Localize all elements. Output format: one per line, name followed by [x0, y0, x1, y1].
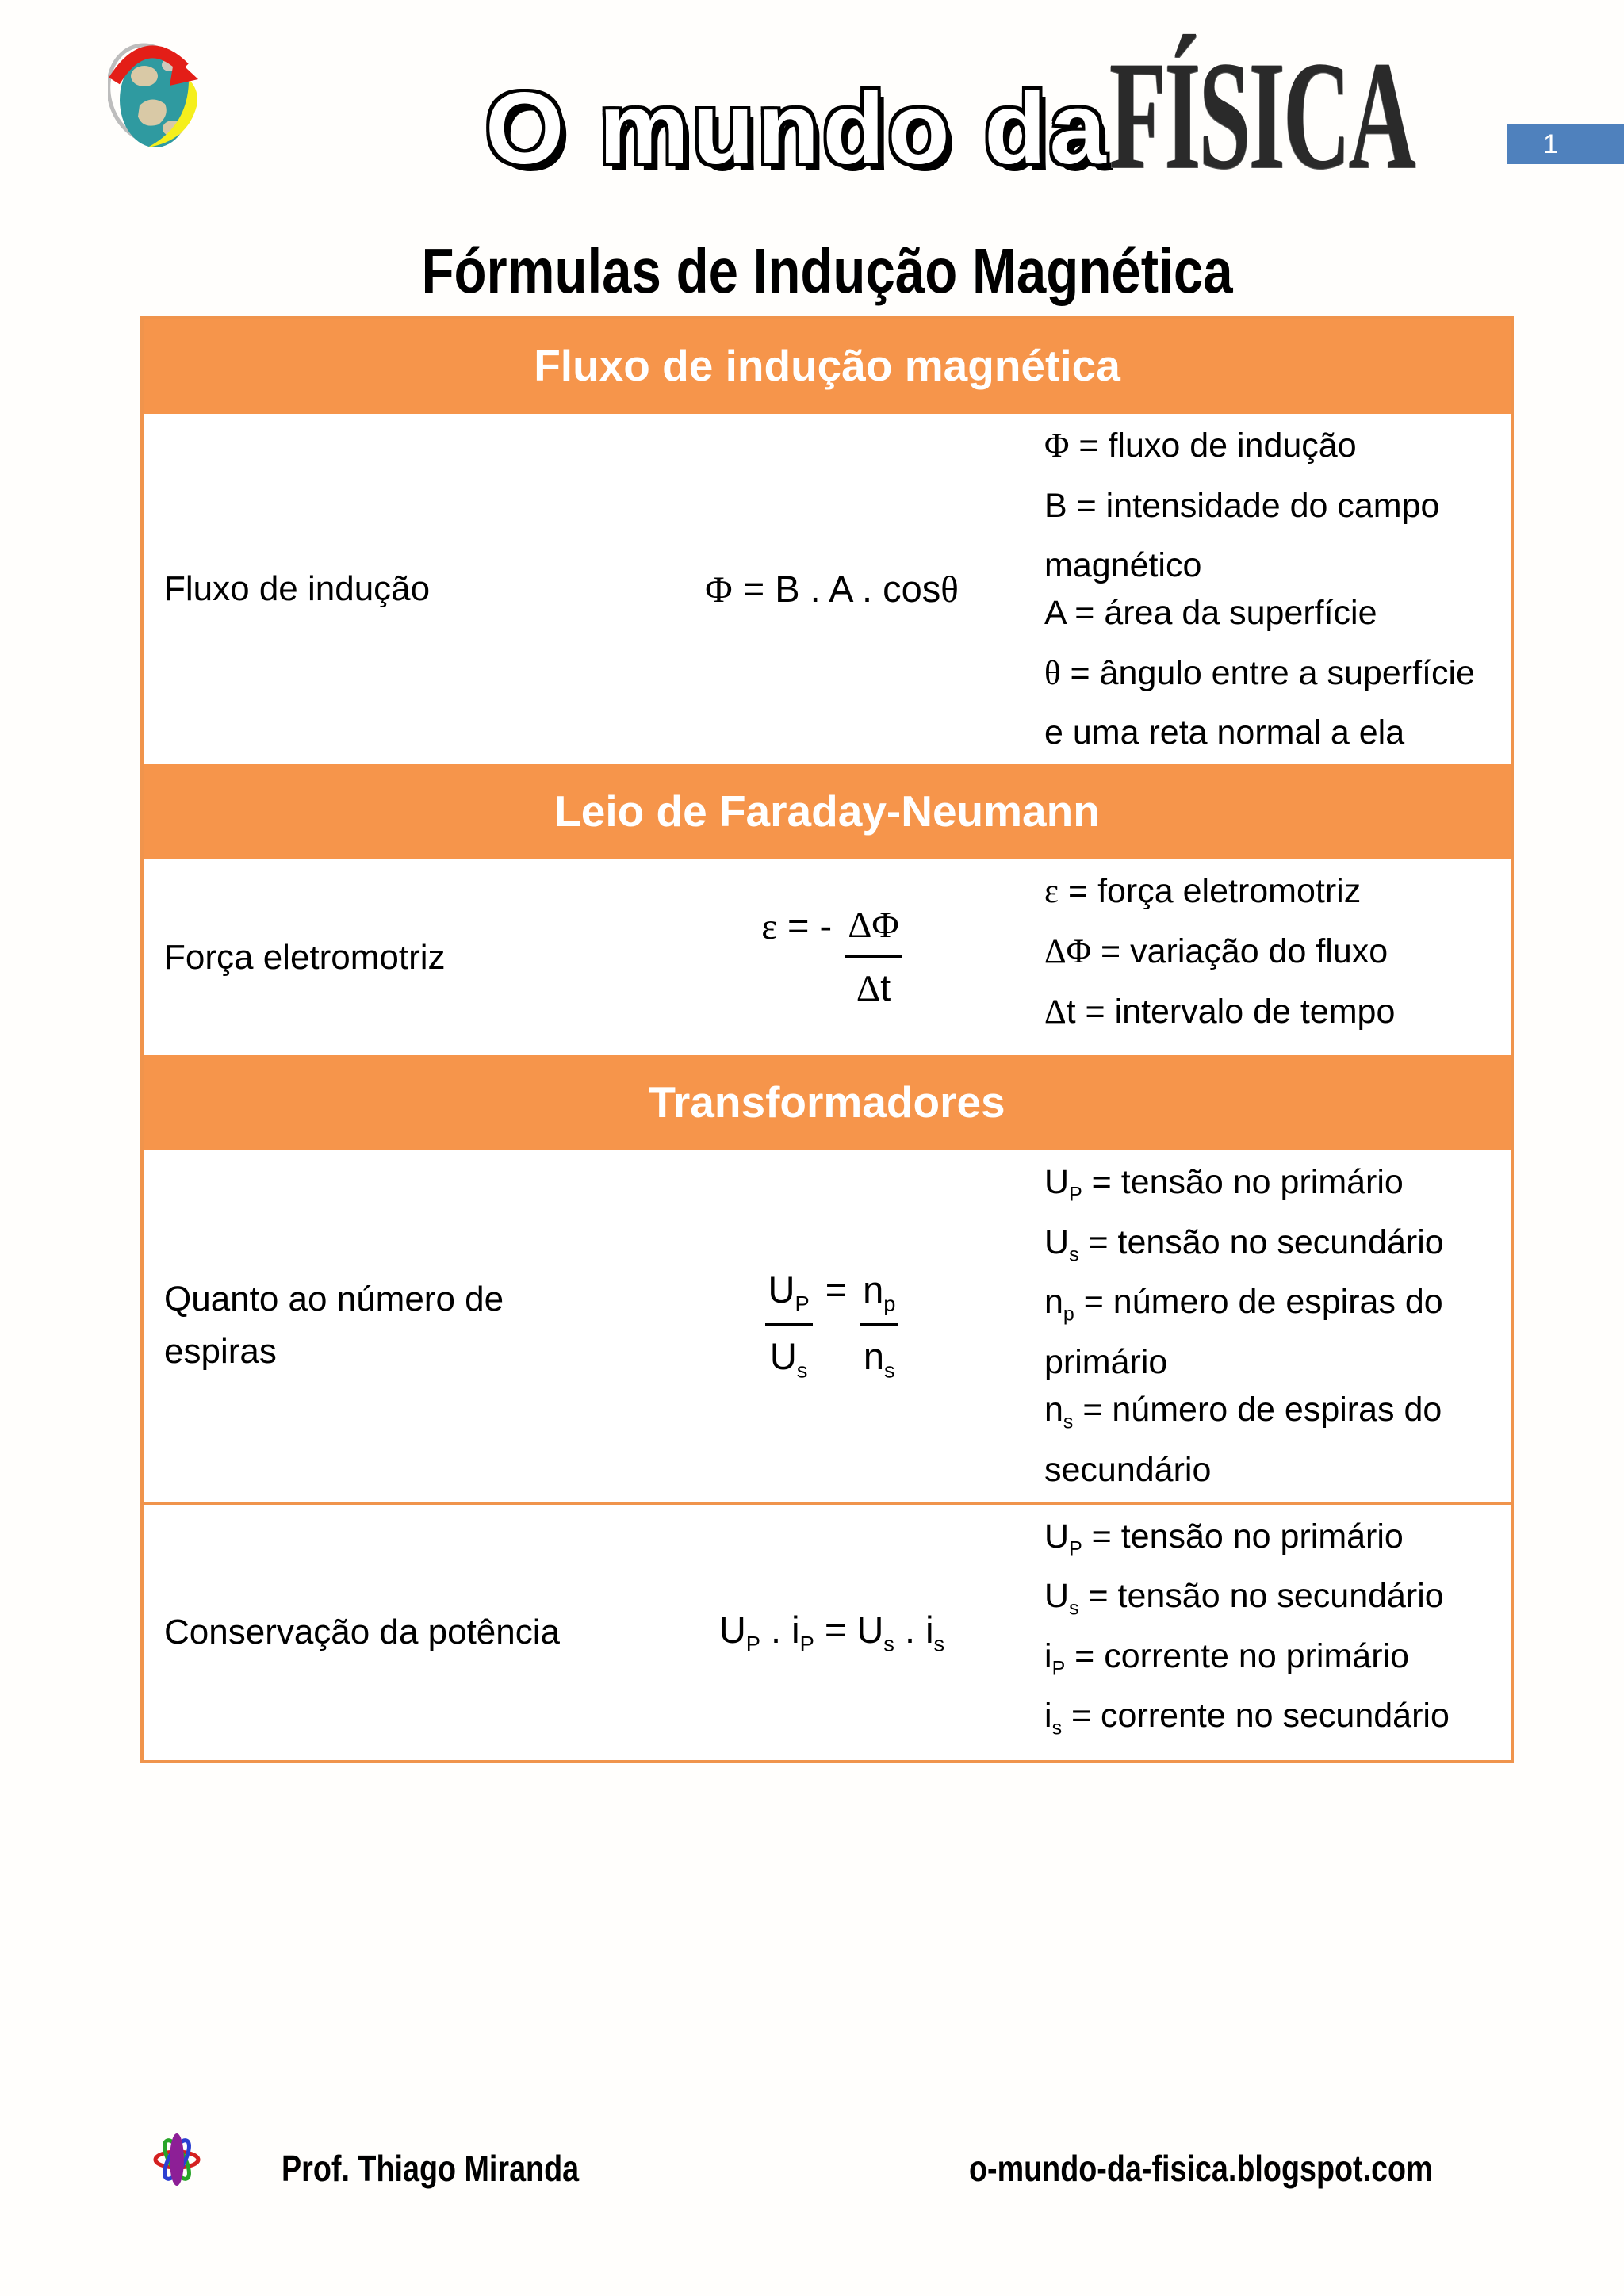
row-definitions: [1044, 414, 1511, 764]
definition-line: Φ = fluxo de indução: [1044, 427, 1357, 465]
section-header-faraday: Leio de Faraday-Neumann: [144, 764, 1511, 859]
row-definitions: [1044, 859, 1511, 1055]
definition-line: $U_s$ = tensão no secundário: [1044, 1223, 1444, 1266]
definition-line: $n_p$ = número de espiras do primário: [1044, 1283, 1443, 1381]
table-row: [144, 859, 1511, 1055]
formula-table: [140, 316, 1514, 1763]
definition-line: ΔΦ = variação do fluxo: [1044, 932, 1388, 970]
row-label: Fluxo de indução: [164, 569, 431, 609]
logo-text-outline: O mundo da: [485, 71, 1109, 186]
footer-author: Prof. Thiago Miranda: [282, 2148, 580, 2189]
definition-line: θ = ângulo entre a superfície e uma reta normal a ela: [1044, 653, 1475, 752]
definition-line: $n_s$ = número de espiras do secundário: [1044, 1390, 1442, 1489]
footer-site-url: o-mundo-da-fisica.blogspot.com: [969, 2148, 1433, 2189]
definition-line: $U_P$ = tensão no primário: [1044, 1517, 1404, 1560]
page-number: 1: [1543, 128, 1558, 159]
row-formula: Φ = B . A . cosθ: [705, 568, 959, 611]
definition-line: $i_s$ = corrente no secundário: [1044, 1697, 1450, 1739]
atom-icon: [152, 2130, 201, 2194]
definition-line: Δt = intervalo de tempo: [1044, 992, 1396, 1031]
page-header: [0, 0, 1624, 235]
page-title: Fórmulas de Indução Magnética: [421, 235, 1233, 306]
row-formula: $U_P$ . $i_P = U_s$ . $i_s$: [718, 1609, 945, 1656]
definition-line: ε = força eletromotriz: [1044, 872, 1362, 911]
section-header-fluxo: Fluxo de indução magnética: [144, 319, 1511, 414]
logo-text-fisica: FÍSICA: [1109, 29, 1414, 201]
row-label: Conservação da potência: [164, 1612, 560, 1651]
table-row: [144, 414, 1511, 764]
row-definitions: [1044, 1505, 1511, 1760]
site-logo: [485, 29, 1617, 201]
table-row: [144, 1502, 1511, 1760]
definition-line: B = intensidade do campo magnético: [1044, 486, 1440, 585]
definition-line: $U_s$ = tensão no secundário: [1044, 1577, 1444, 1620]
row-label: Quanto ao número de espiras: [164, 1280, 504, 1372]
table-row: [144, 1150, 1511, 1501]
definition-line: $i_P$ = corrente no primário: [1044, 1636, 1409, 1680]
globe-logo-icon: [108, 30, 209, 159]
row-definitions: [1044, 1150, 1511, 1501]
page-number-badge: [1507, 124, 1624, 164]
row-formula: $\frac{U_P}{U_s}$ = $\frac{n_p}{n_s}$: [619, 1150, 1044, 1501]
row-formula: ε = - $\frac{\Delta\Phi}{\Delta t}$: [619, 859, 1044, 1055]
row-label: Força eletromotriz: [164, 937, 446, 977]
definition-line: $U_P$ = tensão no primário: [1044, 1163, 1404, 1206]
section-header-transformadores: Transformadores: [144, 1055, 1511, 1150]
definition-line: A = área da superfície: [1044, 594, 1377, 633]
